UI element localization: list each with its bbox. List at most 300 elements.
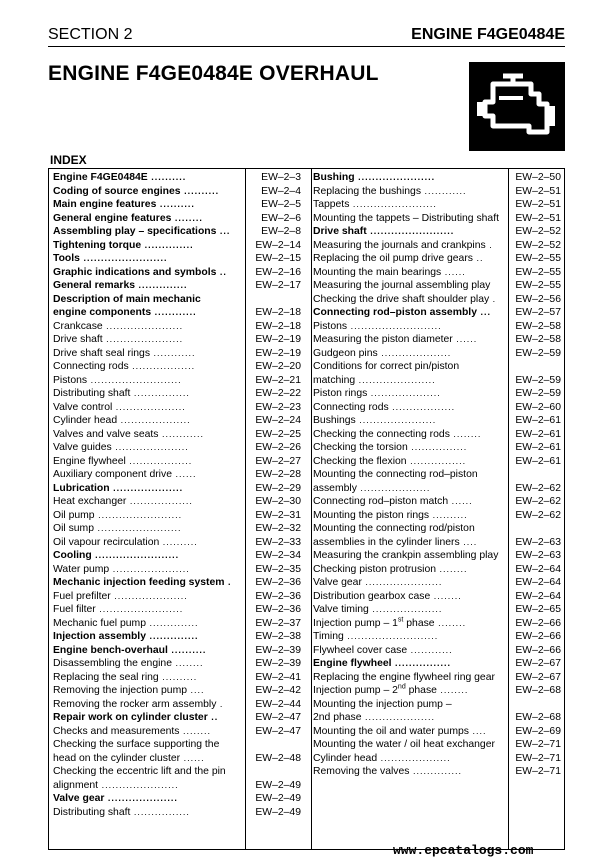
page-reference: EW–2–61 [515, 428, 561, 440]
index-entry[interactable] [313, 684, 561, 698]
page-reference: EW–2–49 [255, 806, 301, 818]
dot-leader: .......... [429, 509, 468, 520]
index-entry[interactable] [313, 414, 561, 428]
dot-leader: ..................... [111, 442, 189, 452]
dot-leader: ........................ [79, 253, 168, 263]
page-reference: EW–2–66 [515, 644, 561, 656]
entry-title: Lubrication .................... [53, 482, 184, 494]
page-reference: EW–2–50 [515, 172, 561, 183]
dot-leader: ...................... [355, 374, 436, 385]
entry-title: Valves and valve seats ............ [53, 428, 205, 440]
page-reference: EW–2–67 [515, 671, 561, 683]
section-label: SECTION 2 [48, 26, 133, 43]
index-entry[interactable] [53, 644, 301, 658]
index-column-left [53, 171, 301, 819]
entry-title: Valve control .................... [53, 401, 186, 413]
dot-leader: .......... [156, 199, 195, 209]
index-entry[interactable] [313, 603, 561, 617]
index-entry[interactable] [53, 684, 301, 698]
index-entry[interactable] [53, 225, 301, 239]
entry-title: Checking piston protrusion ........ [313, 563, 468, 575]
page-reference: EW–2–3 [261, 172, 301, 183]
entry-title: Water pump ...................... [53, 563, 190, 575]
entry-title: Pistons .......................... [313, 320, 442, 332]
dot-leader: . [489, 293, 497, 304]
column-divider [311, 169, 312, 849]
entry-title: Checking the eccentric lift and the pin [53, 766, 226, 777]
page-reference: EW–2–42 [255, 685, 301, 696]
index-entry[interactable] [53, 671, 301, 685]
dot-leader: .................... [377, 347, 452, 358]
entry-title: Measuring the journals and crankpins . [313, 239, 493, 251]
page-reference: EW–2–17 [255, 280, 301, 291]
index-column-right [313, 171, 561, 779]
entry-title: Description of main mechanic [53, 293, 201, 305]
dot-leader: . [224, 577, 232, 587]
dot-leader: .......................... [343, 631, 439, 641]
page-reference: EW–2–15 [255, 253, 301, 264]
index-entry[interactable] [53, 765, 301, 792]
index-entry[interactable] [313, 293, 561, 307]
index-entry[interactable] [313, 239, 561, 253]
index-entry[interactable] [53, 495, 301, 509]
index-entry[interactable] [313, 171, 561, 185]
page-reference: EW–2–48 [255, 752, 301, 764]
page-reference: EW–2–61 [515, 442, 561, 453]
entry-title: Conditions for correct pin/piston [313, 361, 460, 372]
entry-title: Checking the flexion ................ [313, 455, 467, 467]
dot-leader: .......... [167, 644, 207, 655]
entry-title: Injection assembly .............. [53, 631, 199, 642]
dot-leader: .......... [158, 671, 198, 682]
dot-leader: .............. [141, 239, 194, 250]
page-reference: EW–2–62 [515, 496, 561, 507]
page-reference: EW–2–23 [255, 401, 301, 413]
index-entry[interactable] [53, 198, 301, 212]
entry-title-line2: assemblies in the cylinder liners .... [313, 536, 478, 548]
page-reference: EW–2–59 [515, 374, 561, 386]
page-reference: EW–2–65 [515, 604, 561, 615]
entry-title-superscript: nd [397, 683, 406, 691]
dot-leader: ............ [158, 428, 205, 439]
page-reference: EW–2–61 [515, 455, 561, 467]
dot-leader: ... [476, 307, 491, 317]
index-entry[interactable] [313, 279, 561, 293]
index-entry[interactable] [313, 266, 561, 280]
index-entry[interactable] [313, 441, 561, 455]
entry-title: Replacing the engine flywheel ring gear [313, 671, 495, 683]
index-entry[interactable] [313, 401, 561, 415]
entry-title: Engine flywheel .................. [53, 455, 193, 467]
index-entry[interactable] [53, 630, 301, 644]
dot-leader: .......................... [347, 320, 442, 331]
page-reference: EW–2–71 [515, 766, 561, 777]
index-entry[interactable] [53, 603, 301, 617]
entry-title: Distributing shaft ................ [53, 388, 190, 399]
entry-title: Coding of source engines .......... [53, 185, 220, 197]
index-entry[interactable] [53, 266, 301, 280]
page-reference: EW–2–31 [255, 509, 301, 521]
entry-title: Tools ........................ [53, 253, 168, 264]
index-entry[interactable] [53, 171, 301, 185]
dot-leader: .......... [159, 536, 198, 547]
page-reference: EW–2–8 [261, 226, 301, 237]
index-entry[interactable] [53, 374, 301, 388]
page-reference: EW–2–71 [515, 752, 561, 764]
index-entry[interactable] [313, 387, 561, 401]
dot-leader: ................ [391, 658, 452, 668]
entry-title: Measuring the journal assembling play [313, 280, 491, 291]
dot-leader: ...... [448, 496, 473, 506]
page-reference: EW–2–69 [515, 725, 561, 737]
dot-leader: ...................... [98, 779, 179, 790]
index-entry[interactable] [313, 657, 561, 671]
dot-leader: .................... [367, 388, 441, 398]
index-entry[interactable] [313, 320, 561, 334]
engine-label: ENGINE F4GE0484E [411, 26, 565, 43]
page-reference: EW–2–19 [255, 347, 301, 359]
page-reference: EW–2–59 [515, 347, 561, 359]
dot-leader: ...................... [109, 563, 190, 574]
dot-leader: .................... [112, 401, 186, 412]
entry-title: Pistons .......................... [53, 374, 182, 386]
index-heading: INDEX [50, 153, 87, 167]
dot-leader: .. [216, 266, 227, 277]
dot-leader: .... [187, 685, 205, 695]
dot-leader: .................... [377, 752, 451, 763]
entry-title: Drive shaft ...................... [53, 334, 184, 345]
index-entry[interactable] [53, 347, 301, 361]
entry-title: Checking the surface supporting the [53, 739, 220, 750]
entry-title: Checking the connecting rods ........ [313, 428, 482, 440]
index-entry[interactable] [53, 252, 301, 266]
page-reference: EW–2–55 [515, 280, 561, 291]
entry-title-suffix: phase [403, 617, 435, 629]
index-entry[interactable] [313, 225, 561, 239]
index-entry[interactable] [53, 657, 301, 671]
dot-leader: .......... [180, 185, 220, 196]
entry-title: Drive shaft seal rings ............ [53, 347, 196, 359]
dot-leader: ...................... [102, 334, 184, 344]
entry-title: Fuel filter ........................ [53, 604, 184, 615]
page-reference: EW–2–27 [255, 455, 301, 467]
dot-leader: .............. [145, 631, 199, 641]
dot-leader: ................ [406, 455, 467, 466]
entry-title-line2: 2nd phase .................... [313, 712, 436, 723]
dot-leader: ..................... [110, 590, 188, 601]
entry-title-line2: head on the cylinder cluster ...... [53, 752, 205, 764]
page-reference: EW–2–41 [255, 671, 301, 683]
entry-title: Piston rings .................... [313, 388, 441, 399]
entry-title: Repair work on cylinder cluster .. [53, 712, 219, 723]
entry-title: Removing the valves .............. [313, 766, 462, 777]
page-reference: EW–2–51 [515, 212, 561, 224]
index-entry[interactable] [313, 306, 561, 320]
entry-title: Checks and measurements ........ [53, 725, 211, 737]
dot-leader: .... [468, 725, 487, 736]
dot-leader: ........ [430, 590, 462, 601]
index-entry[interactable] [313, 185, 561, 199]
index-entry[interactable] [313, 563, 561, 577]
dot-leader: ................ [130, 806, 190, 817]
index-entry[interactable] [53, 333, 301, 347]
index-entry[interactable] [53, 360, 301, 374]
page-reference: EW–2–26 [255, 442, 301, 453]
entry-title: General engine features ........ [53, 212, 203, 224]
page-reference: EW–2–61 [515, 415, 561, 426]
index-entry[interactable] [53, 806, 301, 820]
page-reference: EW–2–39 [255, 658, 301, 669]
page-reference: EW–2–63 [515, 536, 561, 548]
dot-leader: ........ [179, 725, 211, 736]
index-entry[interactable] [313, 671, 561, 685]
entry-title: Valve gear ...................... [313, 577, 443, 588]
index-entry[interactable] [53, 617, 301, 631]
index-entry[interactable] [53, 212, 301, 226]
dot-leader: ........ [436, 563, 468, 574]
page-reference: EW–2–64 [515, 577, 561, 588]
entry-title: Distributing shaft ................ [53, 806, 190, 818]
entry-title: Cooling ........................ [53, 550, 180, 561]
index-entry[interactable] [53, 239, 301, 253]
page-reference: EW–2–52 [515, 239, 561, 251]
index-entry[interactable] [313, 252, 561, 266]
dot-leader: ............ [407, 644, 453, 655]
index-entry[interactable] [53, 792, 301, 806]
index-entry[interactable] [313, 360, 561, 387]
dot-leader: .................. [125, 455, 193, 466]
index-entry[interactable] [53, 590, 301, 604]
index-entry[interactable] [313, 752, 561, 766]
index-entry[interactable] [313, 212, 561, 226]
footer-url: www.epcatalogs.com [393, 843, 534, 858]
index-entry[interactable] [53, 455, 301, 469]
dot-leader: .................... [356, 482, 431, 493]
dot-leader: ........................ [91, 550, 180, 560]
entry-title: Injection pump – 1st phase ........ [313, 616, 467, 629]
index-table [48, 168, 565, 850]
index-entry[interactable] [313, 576, 561, 590]
page-reference: EW–2–52 [515, 226, 561, 237]
dot-leader: .................... [104, 793, 178, 803]
entry-title: Mounting the connecting rod/piston [313, 523, 475, 534]
entry-title: Oil vapour recirculation .......... [53, 536, 198, 548]
entry-title: Mechanic injection feeding system . [53, 577, 232, 588]
entry-title: Mounting the connecting rod–piston [313, 469, 478, 480]
index-entry[interactable] [313, 738, 561, 752]
index-entry[interactable] [53, 185, 301, 199]
entry-title: Tightening torque .............. [53, 239, 194, 251]
index-entry[interactable] [313, 509, 561, 523]
entry-title: Removing the injection pump .... [53, 685, 205, 696]
dot-leader: .................. [128, 361, 196, 371]
index-entry[interactable] [53, 576, 301, 590]
dot-leader: ........ [449, 428, 482, 439]
page-reference: EW–2–57 [515, 307, 561, 318]
page-reference: EW–2–36 [255, 577, 301, 588]
entry-title: Valve gear .................... [53, 793, 178, 804]
entry-title: Checking the drive shaft shoulder play . [313, 293, 497, 305]
entry-title-line2: alignment ...................... [53, 779, 179, 791]
index-entry[interactable] [53, 468, 301, 482]
dot-leader: ............ [150, 347, 196, 358]
index-entry[interactable] [313, 522, 561, 549]
page-reference: EW–2–5 [261, 199, 301, 210]
index-entry[interactable] [313, 617, 561, 631]
page-reference: EW–2–49 [255, 793, 301, 804]
entry-title: Mounting the injection pump – [313, 698, 452, 710]
index-entry[interactable] [313, 549, 561, 563]
page-reference: EW–2–32 [255, 523, 301, 534]
page-reference: EW–2–6 [261, 212, 301, 224]
dot-leader: ...................... [361, 577, 443, 587]
entry-title: Bushing ...................... [313, 172, 436, 183]
index-entry[interactable] [313, 468, 561, 495]
index-entry[interactable] [53, 536, 301, 550]
dot-leader: .................. [388, 401, 456, 412]
entry-title: Main engine features .......... [53, 199, 195, 210]
page-reference: EW–2–58 [515, 334, 561, 345]
entry-title: Oil pump ........................ [53, 509, 183, 521]
page-reference: EW–2–19 [255, 334, 301, 345]
entry-title-superscript: st [397, 616, 404, 624]
page-reference: EW–2–20 [255, 361, 301, 372]
index-entry[interactable] [313, 333, 561, 347]
index-entry[interactable] [313, 455, 561, 469]
entry-title: Engine bench-overhaul .......... [53, 644, 207, 656]
entry-title: Mounting the tappets – Distributing shaft [313, 212, 499, 224]
page-reference: EW–2–55 [515, 266, 561, 278]
index-entry[interactable] [53, 725, 301, 739]
index-entry[interactable] [53, 441, 301, 455]
entry-title: Cylinder head .................... [313, 752, 451, 764]
dot-leader: .................... [109, 482, 184, 493]
dot-leader: .............. [135, 280, 188, 290]
index-entry[interactable] [313, 198, 561, 212]
entry-title: Heat exchanger .................. [53, 496, 193, 507]
index-entry[interactable] [313, 725, 561, 739]
dot-leader: ........................ [95, 604, 184, 614]
page-reference: EW–2–47 [255, 725, 301, 737]
page-reference: EW–2–35 [255, 563, 301, 575]
index-entry[interactable] [53, 711, 301, 725]
index-entry[interactable] [53, 387, 301, 401]
page-reference: EW–2–51 [515, 185, 561, 197]
page-reference: EW–2–66 [515, 617, 561, 629]
dot-leader: .... [459, 536, 478, 547]
page-reference: EW–2–14 [255, 239, 301, 251]
index-entry[interactable] [53, 738, 301, 765]
engine-icon [469, 62, 565, 151]
index-entry[interactable] [53, 414, 301, 428]
entry-title-line2: engine components ............ [53, 307, 197, 318]
dot-leader: ................ [130, 388, 190, 398]
entry-title: Fuel prefilter ..................... [53, 590, 188, 602]
index-entry[interactable] [313, 590, 561, 604]
entry-title-line2: matching ...................... [313, 374, 436, 386]
index-entry[interactable] [313, 698, 561, 725]
entry-title: Flywheel cover case ............ [313, 644, 453, 656]
dot-leader: ...................... [102, 320, 184, 331]
entry-title: Crankcase ...................... [53, 320, 184, 332]
index-entry[interactable] [53, 549, 301, 563]
page-reference: EW–2–68 [515, 712, 561, 723]
entry-title: Mounting the piston rings .......... [313, 509, 468, 521]
page-reference: EW–2–58 [515, 320, 561, 332]
dot-leader: . [216, 698, 224, 709]
page-reference: EW–2–71 [515, 739, 561, 750]
page-reference: EW–2–18 [255, 307, 301, 318]
index-entry[interactable] [53, 293, 301, 320]
index-entry[interactable] [53, 401, 301, 415]
dot-leader: ................ [407, 442, 468, 452]
page-reference: EW–2–36 [255, 604, 301, 615]
entry-title: Cylinder head .................... [53, 415, 191, 426]
page-reference: EW–2–37 [255, 617, 301, 629]
dot-leader: ...... [441, 266, 466, 277]
entry-title-suffix: phase [405, 685, 437, 696]
index-entry[interactable] [53, 509, 301, 523]
index-entry[interactable] [313, 428, 561, 442]
index-entry[interactable] [53, 563, 301, 577]
page-reference: EW–2–62 [515, 509, 561, 521]
entry-title: Mounting the main bearings ...... [313, 266, 466, 278]
dot-leader: ...... [452, 334, 478, 344]
index-entry[interactable] [313, 495, 561, 509]
page-reference: EW–2–34 [255, 550, 301, 561]
page-reference: EW–2–18 [255, 320, 301, 332]
dot-leader: .............. [409, 766, 462, 776]
dot-leader: .. [473, 253, 484, 263]
dot-leader: ........................ [349, 199, 437, 209]
index-entry[interactable] [53, 428, 301, 442]
entry-title: Drive shaft ........................ [313, 226, 455, 237]
entry-title: Mounting the water / oil heat exchanger [313, 739, 495, 750]
dot-leader: ........................ [366, 226, 455, 236]
index-entry[interactable] [53, 279, 301, 293]
dot-leader: .. [207, 712, 219, 722]
dot-leader: . [485, 239, 493, 250]
index-entry[interactable] [53, 320, 301, 334]
entry-title-line2: assembly .................... [313, 482, 431, 494]
page-reference: EW–2–49 [255, 779, 301, 791]
page-reference: EW–2–67 [515, 658, 561, 669]
dot-leader: ........ [171, 212, 203, 223]
dot-leader: ... [216, 226, 231, 236]
dot-leader: ........ [172, 658, 204, 668]
index-entry[interactable] [53, 698, 301, 712]
page-reference: EW–2–30 [255, 496, 301, 507]
entry-title: Removing the rocker arm assembly . [53, 698, 224, 710]
page-title: ENGINE F4GE0484E OVERHAUL [48, 62, 379, 85]
index-entry[interactable] [53, 522, 301, 536]
index-entry[interactable] [313, 644, 561, 658]
entry-title: Mechanic fuel pump .............. [53, 617, 199, 629]
dot-leader: ............ [421, 185, 467, 196]
index-entry[interactable] [313, 630, 561, 644]
dot-leader: .............. [146, 617, 199, 628]
page-reference: EW–2–38 [255, 631, 301, 642]
index-entry[interactable] [53, 482, 301, 496]
page-reference: EW–2–55 [515, 253, 561, 264]
entry-title: Measuring the piston diameter ...... [313, 334, 478, 345]
page-reference: EW–2–16 [255, 266, 301, 278]
entry-title: Timing .......................... [313, 631, 439, 642]
page-reference: EW–2–59 [515, 388, 561, 399]
index-entry[interactable] [313, 347, 561, 361]
index-entry[interactable] [313, 765, 561, 779]
dot-leader: ...................... [355, 415, 437, 425]
